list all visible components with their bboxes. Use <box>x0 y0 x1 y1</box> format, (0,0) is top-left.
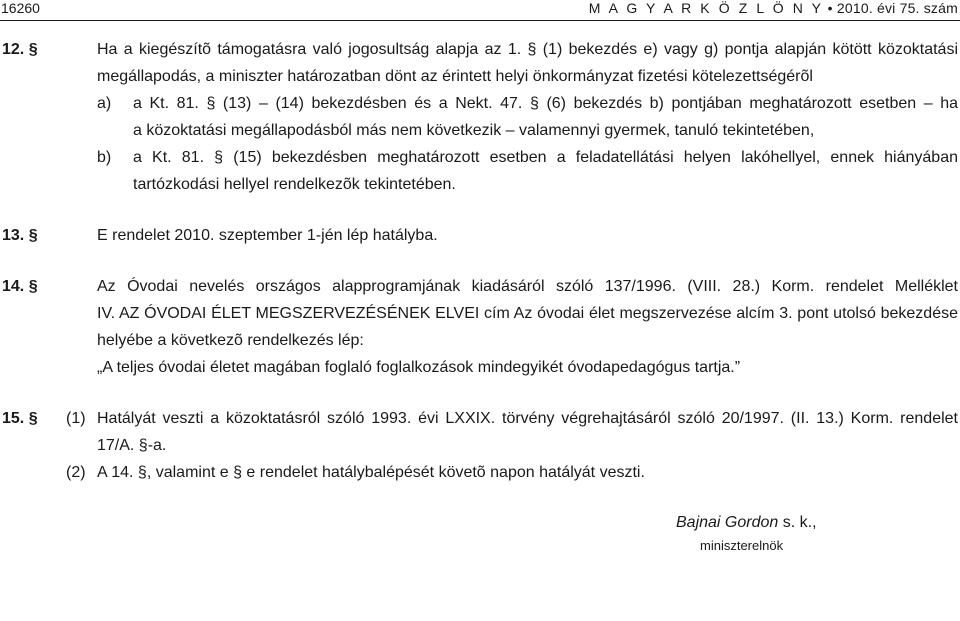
text-line: helyébe a következõ rendelkezés lép: <box>97 332 364 349</box>
text-line: Ha a kiegészítõ támogatásra való jogosultság alapja az 1. § (1) bekezdés e) vagy g) pontja alapján kötött közoktatási <box>97 41 958 58</box>
section-number: 13. § <box>2 227 38 244</box>
text-line: E rendelet 2010. szeptember 1-jén lép hatályba. <box>97 227 438 244</box>
item-label: a) <box>97 95 112 112</box>
text-line: a Kt. 81. § (15) bekezdésben meghatározott esetben a feladatellátási helyen lakóhellyel, ennek hiányában <box>133 149 958 166</box>
text-line: a Kt. 81. § (13) – (14) bekezdésben és a Nekt. 47. § (6) bekezdés b) pontjában meghatározott esetben – ha <box>133 95 958 112</box>
quoted-text: „A teljes óvodai életet magában foglaló foglalkozások mindegyikét óvodapedagógus tartja.” <box>97 359 741 376</box>
header-rule <box>0 20 960 21</box>
item-label: b) <box>97 149 112 166</box>
text-line: Hatályát veszti a közoktatásról szóló 1993. évi LXXIX. törvény végrehajtásáról szóló 20/1997. (II. 13.) Korm. rendelet <box>97 410 958 427</box>
section-number: 14. § <box>2 278 38 295</box>
running-header <box>0 0 960 22</box>
signature-suffix: s. k., <box>778 514 817 531</box>
page-number: 16260 <box>1 0 40 16</box>
section-number: 15. § <box>2 410 38 427</box>
text-line: 17/A. §-a. <box>97 437 167 454</box>
text-line: tartózkodási hellyel rendelkezõk tekintetében. <box>133 176 456 193</box>
signature-line <box>676 514 817 532</box>
section-number: 12. § <box>2 41 38 58</box>
running-title <box>589 0 958 16</box>
text-line: Az Óvodai nevelés országos alapprogramjának kiadásáról szóló 137/1996. (VIII. 28.) Korm. rendelet Melléklet <box>97 278 958 295</box>
bullet-separator: • <box>827 0 833 16</box>
signatory-name: Bajnai Gordon <box>676 514 779 531</box>
text-line: a közoktatási megállapodásból más nem következik – valamennyi gyermek, tanuló tekintetében, <box>133 122 815 139</box>
text-line: A 14. §, valamint e § e rendelet hatálybalépését követõ napon hatályát veszti. <box>97 464 645 481</box>
issue-label: 2010. évi 75. szám <box>836 0 958 16</box>
text-line: IV. AZ ÓVODAI ÉLET MEGSZERVEZÉSÉNEK ELVEI cím Az óvodai élet megszervezése alcím 3. pont utolsó bekezdése <box>97 305 958 322</box>
journal-name: M A G Y A R K Ö Z L Ö N Y <box>588 0 824 16</box>
subsection-label: (1) <box>66 410 86 427</box>
text-line: megállapodás, a miniszter határozatban dönt az érintett helyi önkormányzat fizetési kötelezettségérõl <box>97 68 813 85</box>
subsection-label: (2) <box>66 464 86 481</box>
signatory-title: miniszterelnök <box>700 538 784 553</box>
